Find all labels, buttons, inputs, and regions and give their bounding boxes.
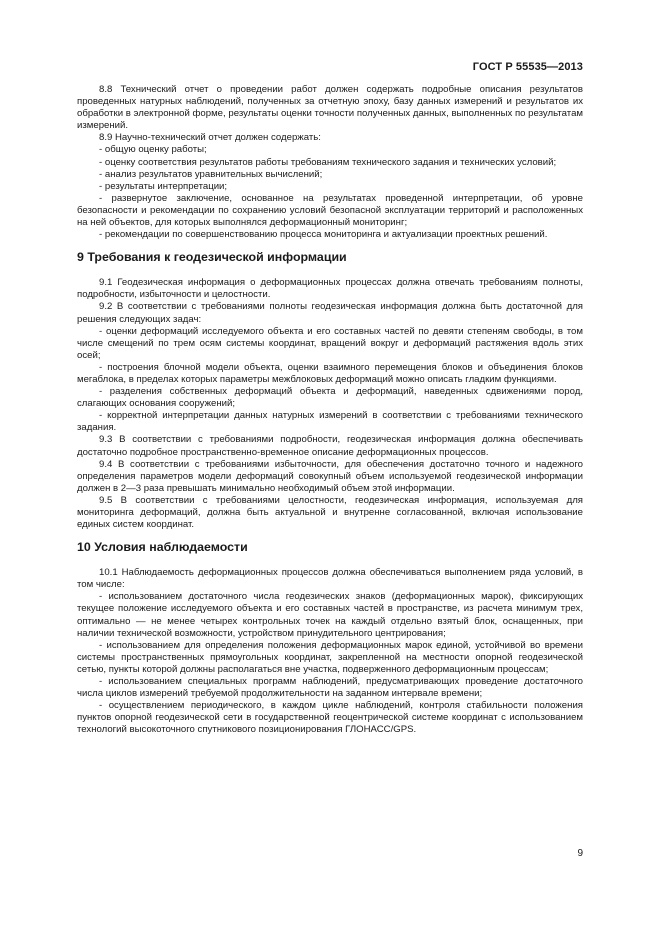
paragraph-9-5: 9.5 В соответствии с требованиями целостности, геодезическая информация, используемая для мониторинга деформаций, должна быть актуальной и внутренне согласованной, включая использование единых систем координат. — [77, 494, 583, 531]
list-item: - рекомендации по совершенствованию процесса мониторинга и актуализации проектных решений. — [99, 229, 548, 241]
list-9-2 — [77, 326, 583, 435]
paragraph-8-8: 8.8 Технический отчет о проведении работ должен содержать подробные описания результатов проведенных натурных наблюдений, полученных за отчетную эпоху, базу данных измерений и результатов их обработки в электронной форме, результаты оценки точности полученных данных, выполненных по результатам измерений. — [77, 84, 583, 132]
list-item: - анализ результатов уравнительных вычислений; — [99, 168, 323, 180]
page-number: 9 — [577, 848, 583, 859]
paragraph-9-2: 9.2 В соответствии с требованиями полноты геодезическая информация должна быть достаточной для решения следующих задач: — [77, 301, 583, 325]
paragraph-8-9: 8.9 Научно-технический отчет должен содержать: — [99, 132, 321, 144]
paragraph-9-1: 9.1 Геодезическая информация о деформационных процессах должна отвечать требованиям полноты, подробности, избыточности и целостности. — [77, 277, 583, 301]
list-item: - построения блочной модели объекта, оценки взаимного перемещения блоков и объединения блоков мегаблока, в пределах которых параметры межблоковых деформаций можно описать гладким функциями. — [77, 361, 583, 385]
list-item: - использованием специальных программ наблюдений, предусматривающих проведение достаточного числа циклов измерений требуемой продолжительности на заданном интервале времени; — [77, 676, 583, 700]
paragraph-9-4: 9.4 В соответствии с требованиями избыточности, для обеспечения достаточно точного и надежного определения параметров модели деформаций совокупный объем используемой геодезической информации должен в 2—3 раза превышать минимально необходимый объем этой информации. — [77, 458, 583, 494]
paragraph-10-1: 10.1 Наблюдаемость деформационных процессов должна обеспечиваться выполнением ряда условий, в том числе: — [77, 567, 583, 591]
list-10-1 — [77, 591, 583, 736]
list-item: - оценку соответствия результатов работы требованиям технического задания и технических условий; — [99, 156, 557, 168]
section-9-title: 9 Требования к геодезической информации — [77, 250, 347, 265]
list-item: - использованием для определения положения деформационных марок единой, устойчивой во времени системы пространственных прямоугольных координат, закрепленной на местности опорной геодезической сетью, пункты которой должны располагаться вне участка, подверженного деформационным процессам; — [77, 639, 583, 675]
list-item: - оценки деформаций исследуемого объекта и его составных частей по девяти степеням свободы, в том числе смещений по трем осям системы координат, вращений вокруг и деформаций растяжения вдоль этих осей; — [77, 325, 583, 361]
section-10-title: 10 Условия наблюдаемости — [77, 540, 248, 555]
list-item: - разделения собственных деформаций объекта и деформаций, наведенных сдвижениями пород, слагающих основания сооружений; — [77, 386, 583, 410]
list-item: - результаты интерпретации; — [99, 180, 228, 192]
list-item: - осуществлением периодического, в каждом цикле наблюдений, контроля стабильности положения пунктов опорной геодезической сети в государственной геоцентрической системе координат с использованием технологий высокоточного спутникового позиционирования ГЛОНАСС/GPS. — [77, 700, 583, 736]
list-item: - развернутое заключение, основанное на результатах проведенной интерпретации, об уровне безопасности и рекомендации по сохранению условий безопасной эксплуатации территорий и расположенных на ней объектов, для которых выполнялся деформационный мониторинг; — [77, 192, 583, 229]
list-item: - общую оценку работы; — [99, 144, 207, 156]
paragraph-9-3: 9.3 В соответствии с требованиями подробности, геодезическая информация должна обеспечивать достаточно подробное пространственно-временное описание деформационных процессов. — [77, 434, 583, 458]
list-8-9 — [77, 144, 583, 241]
page-content — [77, 84, 583, 737]
list-item: - использованием достаточного числа геодезических знаков (деформационных марок), фиксирующих текущее положение исследуемого объекта и его составных частей в пространстве, из расчета минимум трех, оптимально — не менее четырех контрольных точек на каждый отдельно взятый блок, оснащенных, при наличии технической возможности, устройством принудительного центрирования; — [77, 591, 583, 639]
list-item: - корректной интерпретации данных натурных измерений в соответствии с требованиями технического задания. — [77, 410, 583, 434]
document-code-header: ГОСТ Р 55535—2013 — [472, 61, 583, 73]
